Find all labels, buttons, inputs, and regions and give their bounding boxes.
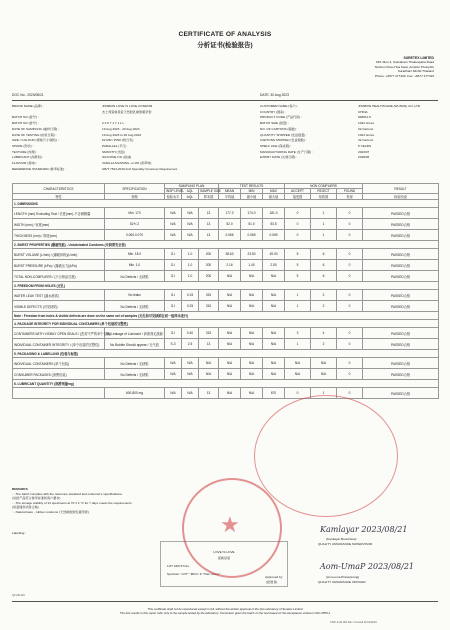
info-label: PRODUCT CODE (产品代码) :	[260, 115, 303, 120]
section-title: 6. LUBRICANT QUANTITY (润滑剂量mg)	[13, 380, 439, 388]
cell-max: N/A	[263, 328, 285, 339]
cell-f: 0	[337, 271, 363, 282]
page-subtitle: 分析证书(检验报告)	[197, 42, 253, 49]
cell-acc: 0	[285, 208, 311, 219]
cell-min: 0.065	[241, 230, 263, 241]
doc-date: DATE: 30 Aug 2023	[260, 93, 289, 97]
cell-acc: 5	[285, 260, 311, 271]
cell-i: G-I	[165, 260, 182, 271]
cell-r: PASSED合格	[363, 358, 439, 369]
cell-r: PASSED合格	[363, 208, 439, 219]
cell-f: 0	[337, 249, 363, 260]
cell-characteristic: BURST VOLUME (L/min) / (爆破体积)(L/min)	[13, 249, 105, 260]
cell-characteristic: WIDTH (mm) / 宽度(mm)	[13, 219, 105, 230]
info-label: BATCH NO (批号) :	[12, 121, 39, 126]
cell-f: 0	[337, 369, 363, 380]
cell-acc: 0	[285, 219, 311, 230]
info-value: 32 Cartons	[358, 138, 374, 143]
cell-rej: 6	[311, 271, 337, 282]
info-label: EXPIRY DATE (失效日期) :	[260, 155, 298, 160]
info-value: VANILLA MASSING +1.0% (香草味)	[102, 161, 152, 166]
info-label: SIZE / COLOUR (规格尺寸/颜色) :	[12, 138, 59, 143]
signer-role-1: QUALITY ASSURANCE SUPERVISOR	[318, 542, 373, 546]
col-accept: ACCEPT	[285, 189, 311, 194]
cell-rej: 1	[311, 219, 337, 230]
cell-i: N/A	[165, 369, 182, 380]
footer-line: This certificate shall not be reproduced except in full, without the written approval of the QA Laboratory of Suretex Limited	[147, 607, 303, 611]
cell-i: G-I	[165, 290, 182, 301]
table-row	[13, 369, 439, 380]
cell-min: N/A	[241, 339, 263, 350]
signer-name-1: (Kamlayar Boonkhow)	[326, 537, 357, 541]
cell-i: G-I	[165, 301, 182, 312]
info-value: SMOOTH (光面)	[102, 149, 125, 154]
info-label: FLAVOUR (香味) :	[12, 161, 38, 166]
col-aql: AQL	[182, 189, 199, 194]
section-title: 2. BURST PROPERTIES (爆破性能) - Unlubricated Condoms (未润滑安全套)	[13, 241, 439, 249]
col-max: MAX	[263, 189, 285, 194]
cell-max: N/A	[263, 369, 285, 380]
cell-mean: N/A	[219, 290, 241, 301]
cell-r: PASSED合格	[363, 290, 439, 301]
remark-line: : - Natural latex - rubber condoms (天然橡胶胶乳避孕套)	[12, 509, 89, 514]
cell-min: N/A	[241, 358, 263, 369]
info-label: CARTONS SHIPPED (发货箱数) :	[260, 138, 307, 143]
col-insp-level: INSP LEVEL	[166, 189, 185, 193]
table-row	[13, 219, 439, 230]
col-found-cn: 发现	[337, 194, 363, 200]
cell-n: 315	[199, 328, 219, 339]
cell-rej: 2	[311, 301, 337, 312]
cell-n: 13	[199, 230, 219, 241]
cell-characteristic: THICKNESS (mm) / 厚度(mm)	[13, 230, 105, 241]
info-value: 2023/07	[358, 149, 370, 154]
cell-s: No Defects / 无缺陷	[105, 358, 165, 369]
cell-n: N/A	[199, 369, 219, 380]
col-result-cn: 检验结论	[363, 194, 439, 200]
cell-s: No leaks	[105, 290, 165, 301]
info-value: JISSBON HEALTHCARE (WUHAN) CO.,LTD	[358, 104, 421, 108]
cell-rej: 6	[311, 249, 337, 260]
revision-info: CS/F-F-20-001 Rev 1 Issued 11/12/2019	[330, 621, 377, 624]
info-value: 1024 Gross	[358, 132, 374, 137]
cell-rej: 1	[311, 208, 337, 219]
cell-a: 2.5	[182, 339, 199, 350]
cell-mean: N/A	[219, 328, 241, 339]
form-number: QF-FB-116	[12, 594, 25, 597]
cell-r: PASSED合格	[363, 219, 439, 230]
cell-max: 53.5	[263, 219, 285, 230]
cell-rej: 4	[311, 328, 337, 339]
cell-a: 1.0	[182, 249, 199, 260]
cell-a: 1.0	[182, 260, 199, 271]
info-value: 杰士邦爱就是爱天然胶乳橡胶避孕套	[102, 109, 152, 114]
cell-mean: N/A	[219, 369, 241, 380]
table-row	[13, 339, 439, 350]
cell-f: 0	[337, 388, 363, 399]
cell-i: N/A	[165, 388, 182, 399]
doc-number: DOC No.: 2023/08/21	[12, 93, 44, 97]
cell-acc: 0	[285, 230, 311, 241]
remark-line: : - The batch complies with the reference standard and customer's specifications	[12, 491, 122, 496]
info-label: DATE OF TESTING (检验日期) :	[12, 132, 57, 137]
info-value: PARALLEL (平行)	[102, 143, 127, 148]
info-label: CUSTOMER NAME (客户) :	[260, 104, 299, 108]
cell-min: 1.40	[241, 260, 263, 271]
cell-rej: 1	[311, 230, 337, 241]
cell-i: S-3	[165, 339, 182, 350]
remarks-label: REMARKS	[12, 487, 28, 491]
cell-i: G-I	[165, 271, 182, 282]
cell-min: N/A	[241, 290, 263, 301]
cell-f: 0	[337, 219, 363, 230]
col-non-compliers: NON COMPLIERS	[285, 184, 363, 189]
cell-a: N/A	[182, 219, 199, 230]
info-label: REFERENCE STANDARD (参考标准) :	[12, 166, 66, 171]
info-label: LUBRICANT (润滑剂) :	[12, 155, 44, 160]
cell-f: 0	[337, 339, 363, 350]
cell-acc: 5	[285, 249, 311, 260]
cell-s: Min. 18.0	[105, 249, 165, 260]
cell-max: N/A	[263, 290, 285, 301]
cell-acc: 3	[285, 328, 311, 339]
cell-a: N/A	[182, 388, 199, 399]
info-value: 2 3 0 7 1 7 1 L L	[102, 121, 125, 126]
cell-s: No Defects / 无缺陷	[105, 369, 165, 380]
company-line: Tambon Khao Hua Kwai, Amphur Phunphin	[374, 64, 434, 69]
cell-mean: 52.0	[219, 219, 241, 230]
cell-n: 13	[199, 208, 219, 219]
cell-n: N/A	[199, 358, 219, 369]
cell-n: 200	[199, 260, 219, 271]
cell-n: 13	[199, 388, 219, 399]
cell-s: No Defects / 无缺陷	[105, 301, 165, 312]
company-name: SURETEX LIMITED	[403, 56, 434, 60]
info-value: 19 Aug 2023 to 20 Aug 2023	[102, 132, 142, 137]
cell-n: 315	[199, 290, 219, 301]
info-label: NO. OF CARTONS (箱数) :	[260, 126, 298, 131]
col-specification-cn: 规格	[105, 194, 165, 200]
cell-mean: 38.63	[219, 249, 241, 260]
cell-f: 0	[337, 328, 363, 339]
cell-n: 200	[199, 249, 219, 260]
info-value: 52 MM / PINK (粉红色)	[102, 138, 134, 143]
cell-min: 23.50	[241, 249, 263, 260]
cell-characteristic: LENGTH (mm) Excluding Teat / 长度(mm)-不含储精囊	[13, 208, 105, 219]
cell-f: 0	[337, 358, 363, 369]
company-line: Phone: +6677 277400, Fax: +6677 277415	[374, 73, 434, 78]
section-header	[13, 200, 439, 208]
info-label: SHAPE (形状) :	[12, 143, 34, 148]
cell-acc: 1	[285, 290, 311, 301]
cell-characteristic: INDIVIDUAL CONTAINERS (单个包装)	[13, 358, 105, 369]
col-mean: MEAN	[219, 189, 241, 194]
cell-i: N/A	[165, 208, 182, 219]
cell-s: 52+/-2	[105, 219, 165, 230]
col-characteristics-cn: 特性	[13, 194, 105, 200]
section-title: 4. PACKAGE INTEGRITY FOR INDIVIDUAL CONTAINERS (单个包装的完整性)	[13, 320, 439, 328]
table-row	[13, 249, 439, 260]
table-row	[13, 328, 439, 339]
cell-i: G-I	[165, 328, 182, 339]
info-label: BRAND NAME (品牌) :	[12, 104, 44, 108]
cell-n: 315	[199, 301, 219, 312]
company-line: 33/1 Moo 4, Suksaharn Thakuaparia Road	[375, 60, 434, 65]
remark-line: (该批产品符合参考标准和客户要求)	[12, 496, 61, 501]
results-table	[12, 183, 439, 399]
cell-r: PASSED合格	[363, 301, 439, 312]
divider	[12, 601, 438, 602]
info-value: JISSBON LOVE IS LOVE CONDOM	[102, 104, 153, 108]
cell-rej: 6	[311, 260, 337, 271]
cell-f: 0	[337, 208, 363, 219]
cell-s: No Bubble Should appear / 无气泡	[105, 339, 165, 350]
cell-s: 600-800 mg	[105, 388, 165, 399]
cell-rej: N/A	[311, 369, 337, 380]
col-characteristics: CHARACTERISTICS	[13, 184, 105, 194]
remark-line: (常温储存试验合格)	[12, 505, 39, 510]
cell-rej: 2	[311, 290, 337, 301]
cell-characteristic: VISIBLE DEFECTS (可见缺陷)	[13, 301, 105, 312]
col-sample-size: SAMPLE SIZE	[200, 189, 221, 193]
page-title: CERTIFICATE OF ANALYSIS	[178, 31, 272, 38]
cell-max: 181.0	[263, 208, 285, 219]
cell-s: No Leakage of Lubricant / 润滑剂无泄漏	[105, 328, 165, 339]
col-specification: SPECIFICATION	[105, 184, 165, 194]
cell-s: No Defects / 无缺陷	[105, 271, 165, 282]
signature-officer: Aom-UmaP 2023/08/21	[320, 562, 415, 571]
cell-a: N/A	[182, 358, 199, 369]
table-row	[13, 208, 439, 219]
cell-min: N/A	[241, 388, 263, 399]
info-row	[12, 167, 247, 173]
cell-mean: 2.16	[219, 260, 241, 271]
signature-supervisor: Kamlayar 2023/08/21	[320, 525, 408, 534]
cell-mean: 177.3	[219, 208, 241, 219]
cell-f: 0	[337, 230, 363, 241]
section-header	[13, 380, 439, 388]
cell-a: 0.40	[182, 328, 199, 339]
section-header	[13, 241, 439, 249]
cell-mean: 0.066	[219, 230, 241, 241]
info-label: BATCH SIZE (批量) :	[260, 121, 289, 126]
cell-acc: 0	[285, 388, 311, 399]
info-label: MANUFACTURING DATE (生产日期) :	[260, 149, 313, 154]
cell-characteristic: INDIVIDUAL CONTAINER INTEGRITY / (单个包装的完整性)	[13, 339, 105, 350]
table-row	[13, 230, 439, 241]
cell-mean: N/A	[219, 388, 241, 399]
section-header	[13, 350, 439, 358]
cell-min: 174.0	[241, 208, 263, 219]
cell-r: PASSED合格	[363, 388, 439, 399]
cell-mean: N/A	[219, 301, 241, 312]
section-header	[13, 312, 439, 320]
cell-r: PASSED合格	[363, 260, 439, 271]
cell-max: N/A	[263, 271, 285, 282]
table-row	[13, 388, 439, 399]
cell-rej: N/A	[311, 358, 337, 369]
label-lot: LOT 2307171LL	[167, 564, 190, 568]
remark-line: : - The storage stability of 13 specimens at 70 ± 2 °C for 7 days meets the requirements	[12, 500, 132, 505]
company-line: Suratthani 84130 Thailand	[397, 69, 434, 74]
col-reject: REJECT	[311, 189, 337, 194]
qa-seal	[254, 395, 398, 517]
cell-characteristic: WATER LEAK TEST (漏水测试)	[13, 290, 105, 301]
cell-max: N/A	[263, 339, 285, 350]
cell-rej: 1	[311, 388, 337, 399]
cell-max: N/A	[263, 358, 285, 369]
cell-r: PASSED合格	[363, 328, 439, 339]
label-symbols: Symbols: "LOT" "MFG" & "Hour Glass"	[167, 572, 221, 576]
col-min: MIN	[241, 189, 263, 194]
info-label: SHELF LIFE (保质期) :	[260, 143, 292, 148]
approved-by: Approved by	[265, 575, 283, 579]
approved-by-cn: (批准者)	[266, 580, 278, 584]
col-test-results: TEST RESULTS	[219, 184, 285, 189]
info-value: GB/T 7544-2019 And Specialty Customer Requirement	[102, 166, 178, 171]
cell-i: N/A	[165, 230, 182, 241]
cell-i: N/A	[165, 358, 182, 369]
cell-mean: N/A	[219, 339, 241, 350]
signer-role-2: QUALITY ASSURANCE OFFICER	[318, 580, 366, 584]
label-brand-cn: 爱就是爱	[217, 556, 231, 560]
cell-a: N/A	[182, 369, 199, 380]
cell-acc: N/A	[285, 358, 311, 369]
cell-f: 0	[337, 290, 363, 301]
info-label: QUANTITY SHIPPED (发货数量) :	[260, 132, 308, 137]
col-result: RESULT	[363, 184, 439, 194]
info-label: TEXTURE (纹理) :	[12, 149, 38, 154]
table-row	[13, 358, 439, 369]
table-row	[13, 260, 439, 271]
cell-acc: 1	[285, 301, 311, 312]
cell-mean: N/A	[219, 358, 241, 369]
footer-line: The test results in this report refer only to the sample tested by the laboratory. Conclusion given the batch on the test based on the Acceptance criteria in ISO 2859-1	[119, 611, 331, 616]
cell-min: N/A	[241, 301, 263, 312]
cell-characteristic: CONTAINERS WITH VISIBLY OPEN SEALS / (密封不严的单个包装)	[13, 328, 105, 339]
cell-f: 0	[337, 260, 363, 271]
col-max-cn: 最大值	[263, 194, 285, 200]
section-title: 1. DIMENSIONS	[13, 200, 439, 208]
cell-characteristic: TOTAL NON-COMPLIERS / (不合格品总数)	[13, 271, 105, 282]
table-row	[13, 271, 439, 282]
cell-mean: N/A	[219, 271, 241, 282]
col-mean-cn: 平均值	[219, 194, 241, 200]
col-reject-cn: 拒收数	[311, 194, 337, 200]
cell-min: N/A	[241, 271, 263, 282]
cell-r: PASSED合格	[363, 369, 439, 380]
footer-note	[0, 607, 450, 615]
info-value: 5 YEARS	[358, 143, 372, 148]
section-title: 5. PACKAGING & LABELLING (包装与标签)	[13, 350, 439, 358]
signer-name-2: (Aom-uma Prasertpong)	[326, 575, 360, 579]
cell-n: 13	[199, 219, 219, 230]
cell-min: N/A	[241, 328, 263, 339]
col-accept-cn: 接受数	[285, 194, 311, 200]
cell-max: 2.50	[263, 260, 285, 271]
col-found: FOUND	[337, 189, 363, 194]
section-title: 3. FREEDOM FROM HOLES (无孔)	[13, 282, 439, 290]
info-value: 1024 Gross	[358, 121, 374, 126]
cell-a: 0.15	[182, 290, 199, 301]
right-info	[260, 104, 440, 161]
cell-acc: 5	[285, 271, 311, 282]
cell-max: N/A	[263, 301, 285, 312]
seal-star-icon: ★	[220, 512, 240, 537]
cell-f: 0	[337, 301, 363, 312]
cell-characteristic: CONSUMER PACKAGES (消费包装)	[13, 369, 105, 380]
cell-s: Min. 170	[105, 208, 165, 219]
cell-n: 13	[199, 339, 219, 350]
divider	[12, 100, 438, 101]
cell-acc: N/A	[285, 369, 311, 380]
cell-max: 49.00	[263, 249, 285, 260]
cell-min: N/A	[241, 369, 263, 380]
cell-a: 1.0	[182, 271, 199, 282]
cell-r: PASSED合格	[363, 339, 439, 350]
cell-a: 0.25	[182, 301, 199, 312]
col-min-cn: 最小值	[241, 194, 263, 200]
cell-characteristic	[13, 388, 105, 399]
cell-i: G-I	[165, 249, 182, 260]
col-aql-cn: AQL	[182, 194, 199, 200]
col-sample-size-cn: 样本数	[199, 194, 219, 200]
info-value: 32 Cartons	[358, 126, 374, 131]
col-insp-level-cn: 检验水平	[165, 194, 182, 200]
col-sampling-plan: SAMPLING PLAN	[165, 184, 219, 189]
info-row	[260, 155, 440, 161]
cell-rej: 2	[311, 339, 337, 350]
cell-r: PASSED合格	[363, 271, 439, 282]
left-info	[12, 104, 247, 172]
cell-a: N/A	[182, 230, 199, 241]
cell-r: PASSED合格	[363, 230, 439, 241]
cell-max: 0.069	[263, 230, 285, 241]
info-value: SILICONE OIL (硅油)	[102, 155, 132, 160]
cell-min: 51.0	[241, 219, 263, 230]
info-value: 19 Aug 2023 - 20 Aug 2023	[102, 126, 140, 131]
cell-n: 200	[199, 271, 219, 282]
cell-r: PASSED合格	[363, 249, 439, 260]
table-row	[13, 290, 439, 301]
cell-max: 670	[263, 388, 285, 399]
section-header	[13, 282, 439, 290]
info-value: 848511-5	[358, 115, 371, 120]
cell-a: N/A	[182, 208, 199, 219]
cell-characteristic: BURST PRESSURE (kPa) / (爆破压力)(kPa)	[13, 260, 105, 271]
cell-s: 0.060-0.070	[105, 230, 165, 241]
info-value: 2028/06	[358, 155, 370, 160]
info-value: CHINA	[358, 109, 368, 114]
table-row	[13, 301, 439, 312]
label-brand: LOVE IS LOVE	[213, 550, 235, 554]
cell-i: N/A	[165, 219, 182, 230]
info-label: DATE OF SAMPLING (抽样日期) :	[12, 126, 60, 131]
section-header	[13, 320, 439, 328]
info-label: COUNTRY (国家) :	[260, 109, 287, 114]
company-address	[314, 56, 434, 78]
cell-acc: 1	[285, 339, 311, 350]
labelling-label: Labelling :	[12, 531, 27, 535]
info-label: BATCH NO (批号) :	[12, 115, 39, 120]
cell-s: Min. 1.0	[105, 260, 165, 271]
section-title: Note : Freedom from holes & visible defects are done on the same set of samples (无孔和可见缺陷在同一组样本进行)	[13, 312, 439, 320]
